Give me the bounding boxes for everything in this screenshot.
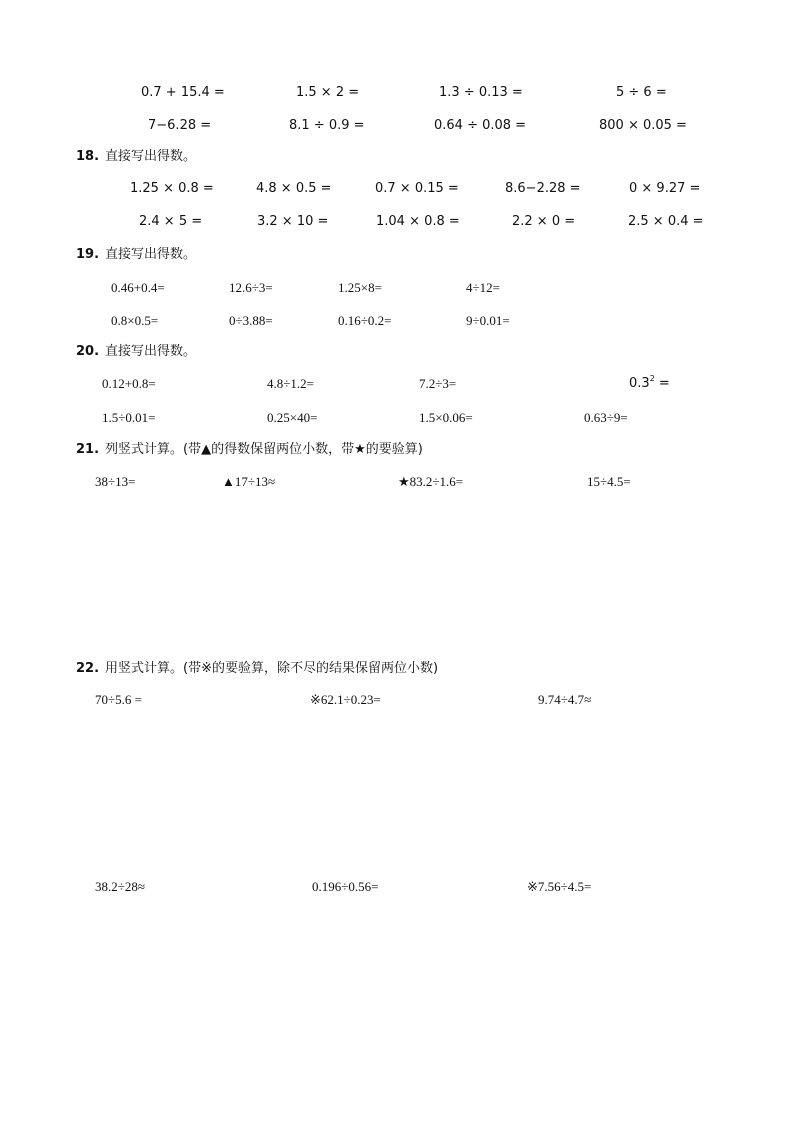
expression: 0.63÷9= <box>584 410 628 425</box>
section-title: 列竖式计算。(带▲的得数保留两位小数，带★的要验算) <box>105 442 423 457</box>
sec19-row2 <box>0 311 794 331</box>
expression: 7−6.28 = <box>148 118 212 133</box>
expression: 0.8×0.5= <box>111 313 159 328</box>
expression: 0÷3.88= <box>229 313 273 328</box>
section-number: 22. <box>76 661 100 676</box>
expression: 15÷4.5= <box>587 474 631 489</box>
expression: 4÷12= <box>466 280 500 295</box>
expression: 8.6−2.28 = <box>505 181 581 196</box>
expression: 38.2÷28≈ <box>95 879 146 894</box>
sec17-row1 <box>0 83 794 103</box>
expression: 0.7 + 15.4 = <box>141 85 225 100</box>
expression: 1.25 × 0.8 = <box>130 181 214 196</box>
expression: 9.74÷4.7≈ <box>538 692 592 707</box>
power-expression <box>629 374 670 394</box>
expression: 1.5 × 2 = <box>296 85 360 100</box>
section-title: 直接写出得数。 <box>105 149 197 164</box>
sec21-row1 <box>0 472 794 492</box>
expression: 5 ÷ 6 = <box>616 85 667 100</box>
sec20-row1 <box>0 374 794 394</box>
section-number: 21. <box>76 442 100 457</box>
expression: 9÷0.01= <box>466 313 510 328</box>
expression: 1.5÷0.01= <box>102 410 156 425</box>
expression: ※7.56÷4.5= <box>527 879 592 894</box>
section-title: 直接写出得数。 <box>105 344 197 359</box>
section-title: 用竖式计算。(带※的要验算，除不尽的结果保留两位小数) <box>105 661 439 676</box>
section-heading-21 <box>76 440 423 460</box>
power-exponent: 2 <box>649 374 655 383</box>
power-equals: = <box>654 376 670 391</box>
section-number: 20. <box>76 344 100 359</box>
expression: 2.2 × 0 = <box>512 214 576 229</box>
expression: 2.5 × 0.4 = <box>628 214 704 229</box>
section-heading-18 <box>76 147 196 167</box>
expression: 0 × 9.27 = <box>629 181 701 196</box>
expression: 800 × 0.05 = <box>599 118 687 133</box>
expression: 1.3 ÷ 0.13 = <box>439 85 523 100</box>
expression: 8.1 ÷ 0.9 = <box>289 118 365 133</box>
sec22-row2 <box>0 877 794 897</box>
sec18-row2 <box>0 212 794 232</box>
expression: 4.8 × 0.5 = <box>256 181 332 196</box>
expression: 0.12+0.8= <box>102 376 156 391</box>
expression: 0.64 ÷ 0.08 = <box>434 118 527 133</box>
sec19-row1 <box>0 278 794 298</box>
sec22-row1 <box>0 690 794 710</box>
expression: 12.6÷3= <box>229 280 273 295</box>
expression: 0.46+0.4= <box>111 280 165 295</box>
expression: 1.5×0.06= <box>419 410 473 425</box>
section-heading-19 <box>76 245 196 265</box>
expression: ※62.1÷0.23= <box>310 692 381 707</box>
expression: 38÷13= <box>95 474 136 489</box>
section-heading-22 <box>76 659 438 679</box>
section-number: 18. <box>76 149 100 164</box>
expression: 1.04 × 0.8 = <box>376 214 460 229</box>
expression: ★83.2÷1.6= <box>398 474 464 489</box>
section-number: 19. <box>76 247 100 262</box>
power-base: 0.3 <box>629 376 650 391</box>
sec17-row2 <box>0 116 794 136</box>
expression: 4.8÷1.2= <box>267 376 314 391</box>
section-title: 直接写出得数。 <box>105 247 197 262</box>
expression: 0.196÷0.56= <box>312 879 379 894</box>
sec20-row2 <box>0 408 794 428</box>
sec18-row1 <box>0 179 794 199</box>
expression: 0.25×40= <box>267 410 318 425</box>
expression: 70÷5.6 = <box>95 692 142 707</box>
expression: 0.7 × 0.15 = <box>375 181 459 196</box>
expression: 0.16÷0.2= <box>338 313 392 328</box>
expression: ▲17÷13≈ <box>222 474 276 489</box>
section-heading-20 <box>76 342 196 362</box>
expression: 7.2÷3= <box>419 376 457 391</box>
expression: 2.4 × 5 = <box>139 214 203 229</box>
expression: 3.2 × 10 = <box>257 214 329 229</box>
expression: 1.25×8= <box>338 280 382 295</box>
